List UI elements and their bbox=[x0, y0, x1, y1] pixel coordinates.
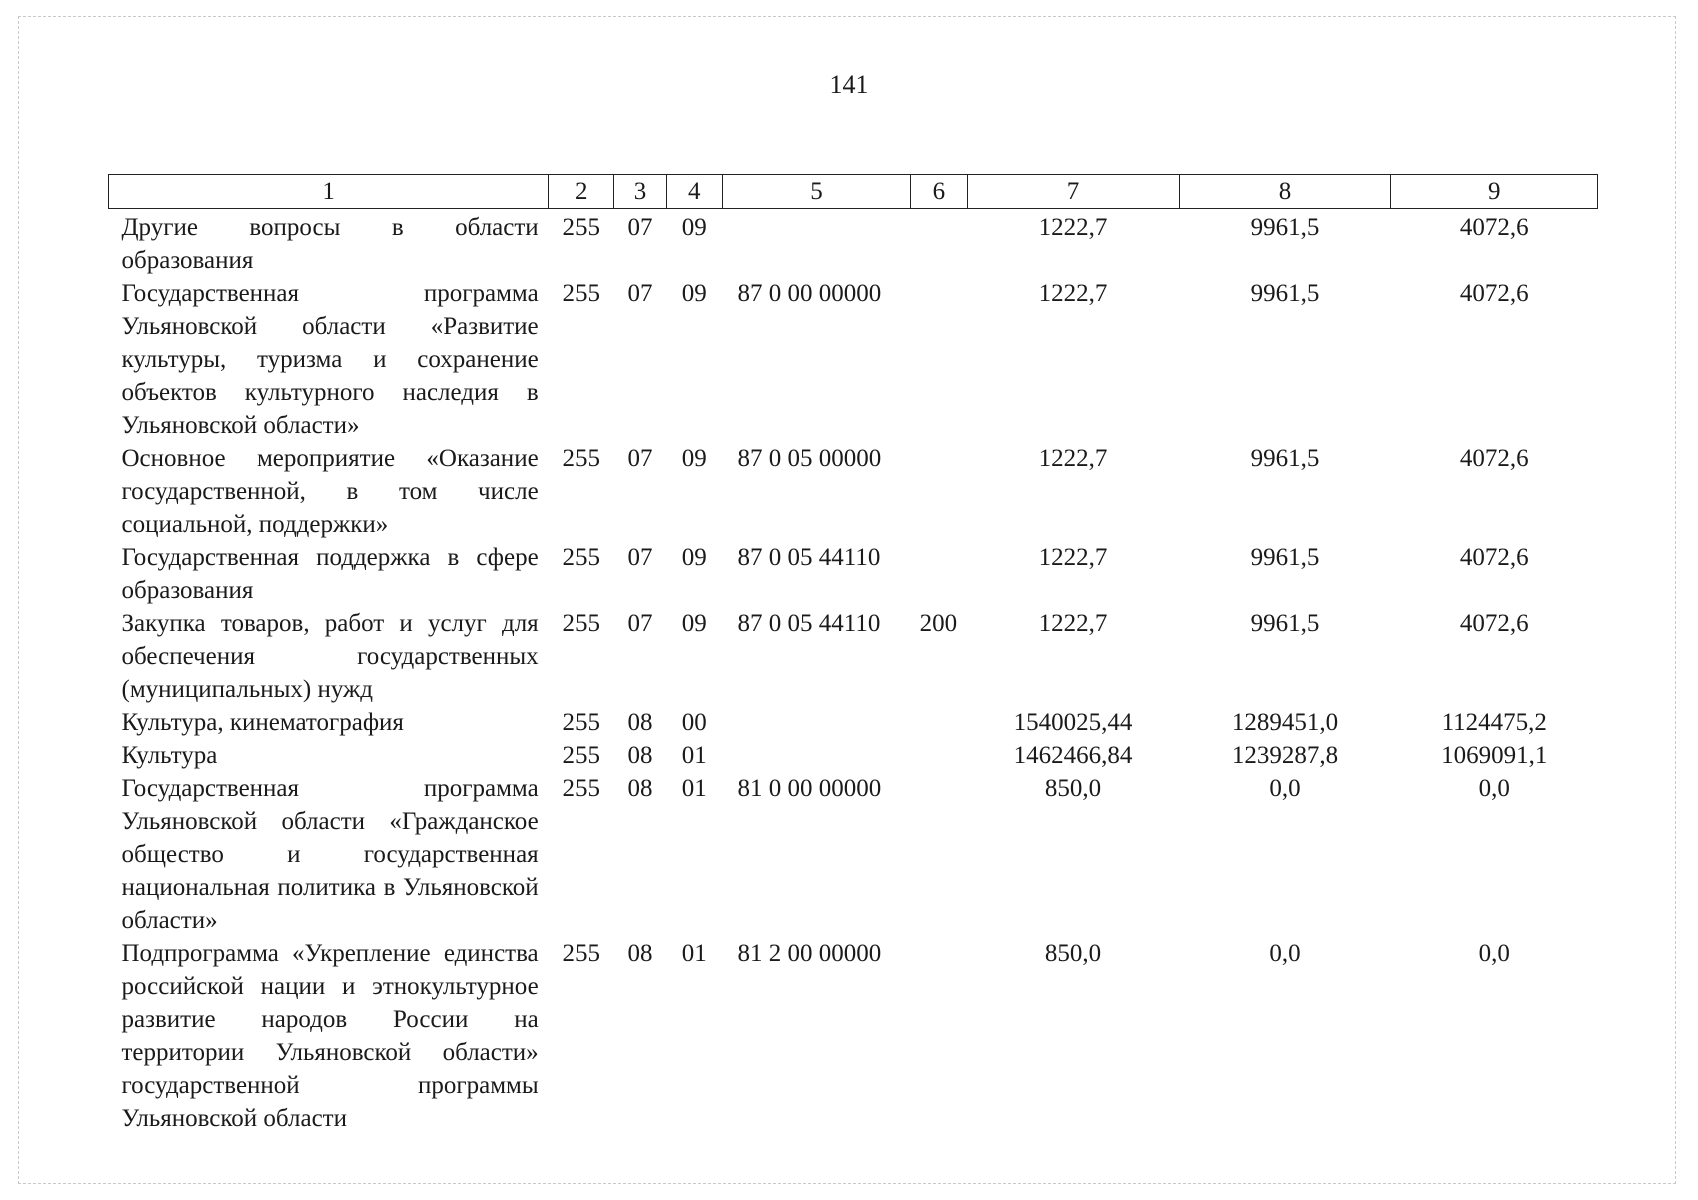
row-amount-9: 4072,6 bbox=[1459, 544, 1529, 571]
row-code-2: 255 bbox=[562, 214, 601, 241]
header-cell-9: 9 bbox=[1391, 175, 1598, 209]
row-code-2: 255 bbox=[562, 940, 601, 967]
row-code-3: 08 bbox=[627, 742, 653, 769]
table-row bbox=[109, 739, 1598, 772]
row-code-6 bbox=[911, 772, 968, 937]
row-code-3: 07 bbox=[627, 280, 653, 307]
row-code-5: 87 0 00 00000 bbox=[737, 280, 882, 307]
row-code-6 bbox=[911, 937, 968, 1135]
row-name: Культура, кинематография bbox=[121, 709, 404, 736]
row-code-3: 07 bbox=[627, 544, 653, 571]
row-code-2: 255 bbox=[562, 775, 601, 802]
row-amount-9: 1069091,1 bbox=[1441, 742, 1548, 769]
row-amount-9: 4072,6 bbox=[1459, 280, 1529, 307]
row-amount-8: 9961,5 bbox=[1250, 445, 1320, 472]
row-amount-9: 1124475,2 bbox=[1441, 709, 1547, 736]
row-code-3: 07 bbox=[627, 214, 653, 241]
header-cell-5: 5 bbox=[723, 175, 911, 209]
row-amount-8: 9961,5 bbox=[1250, 280, 1320, 307]
row-code-2: 255 bbox=[562, 280, 601, 307]
row-code-2: 255 bbox=[562, 445, 601, 472]
row-amount-7: 1462466,84 bbox=[1013, 742, 1133, 769]
row-code-3: 07 bbox=[627, 445, 653, 472]
row-code-4: 09 bbox=[681, 610, 707, 637]
table-row bbox=[109, 607, 1598, 706]
row-amount-7: 1222,7 bbox=[1038, 610, 1108, 637]
row-code-4: 09 bbox=[681, 445, 707, 472]
row-amount-8: 9961,5 bbox=[1250, 214, 1320, 241]
row-code-6 bbox=[911, 209, 968, 278]
row-code-4: 09 bbox=[681, 214, 707, 241]
row-code-2: 255 bbox=[562, 742, 601, 769]
row-code-5 bbox=[723, 209, 911, 278]
header-cell-6: 6 bbox=[911, 175, 968, 209]
table-row bbox=[109, 772, 1598, 937]
header-cell-1: 1 bbox=[109, 175, 549, 209]
row-code-2: 255 bbox=[562, 544, 601, 571]
row-code-5: 81 0 00 00000 bbox=[737, 775, 882, 802]
row-name: Другие вопросы в области образования bbox=[121, 214, 539, 274]
row-amount-7: 1222,7 bbox=[1038, 544, 1108, 571]
row-amount-8: 0,0 bbox=[1269, 775, 1301, 802]
row-amount-9: 4072,6 bbox=[1459, 445, 1529, 472]
row-code-6 bbox=[911, 739, 968, 772]
row-code-5: 87 0 05 44110 bbox=[737, 610, 881, 637]
header-cell-7: 7 bbox=[967, 175, 1179, 209]
row-code-4: 09 bbox=[681, 544, 707, 571]
row-code-6 bbox=[911, 706, 968, 739]
header-cell-4: 4 bbox=[666, 175, 723, 209]
row-name: Культура bbox=[121, 742, 218, 769]
row-amount-7: 850,0 bbox=[1044, 940, 1102, 967]
table-row bbox=[109, 209, 1598, 278]
row-amount-7: 1540025,44 bbox=[1013, 709, 1133, 736]
table-row bbox=[109, 277, 1598, 442]
header-row bbox=[109, 175, 1598, 209]
row-code-2: 255 bbox=[562, 610, 601, 637]
row-code-5 bbox=[723, 706, 911, 739]
page-number: 141 bbox=[829, 70, 869, 99]
row-name: Подпрограмма «Укрепление единства российской нации и этнокультурное развитие народов России на территории Ульяновской области» государственной программы Ульяновской области bbox=[121, 940, 539, 1132]
row-code-4: 01 bbox=[681, 742, 707, 769]
table-row bbox=[109, 442, 1598, 541]
row-code-6 bbox=[911, 541, 968, 607]
row-amount-7: 850,0 bbox=[1044, 775, 1102, 802]
row-amount-7: 1222,7 bbox=[1038, 445, 1108, 472]
row-amount-8: 9961,5 bbox=[1250, 544, 1320, 571]
table-row bbox=[109, 541, 1598, 607]
row-name: Государственная поддержка в сфере образования bbox=[121, 544, 539, 604]
table-row bbox=[109, 937, 1598, 1135]
row-amount-8: 0,0 bbox=[1269, 940, 1301, 967]
header-cell-8: 8 bbox=[1179, 175, 1391, 209]
row-amount-9: 0,0 bbox=[1478, 775, 1510, 802]
row-code-3: 07 bbox=[627, 610, 653, 637]
row-name: Государственная программа Ульяновской области «Гражданское общество и государственная национальная политика в Ульяновской области» bbox=[121, 775, 539, 934]
row-code-3: 08 bbox=[627, 709, 653, 736]
row-amount-8: 9961,5 bbox=[1250, 610, 1320, 637]
row-code-2: 255 bbox=[562, 709, 601, 736]
row-code-5: 87 0 05 44110 bbox=[737, 544, 881, 571]
row-code-6 bbox=[911, 442, 968, 541]
row-amount-9: 4072,6 bbox=[1459, 610, 1529, 637]
row-code-3: 08 bbox=[627, 940, 653, 967]
row-code-4: 09 bbox=[681, 280, 707, 307]
row-code-5 bbox=[723, 739, 911, 772]
row-amount-7: 1222,7 bbox=[1038, 280, 1108, 307]
row-amount-8: 1289451,0 bbox=[1231, 709, 1339, 736]
row-code-5: 81 2 00 00000 bbox=[737, 940, 882, 967]
header-cell-3: 3 bbox=[614, 175, 666, 209]
row-code-5: 87 0 05 00000 bbox=[737, 445, 882, 472]
row-code-6: 200 bbox=[919, 610, 958, 637]
budget-table bbox=[108, 174, 1598, 1135]
row-name: Закупка товаров, работ и услуг для обеспечения государственных (муниципальных) нужд bbox=[121, 610, 539, 703]
row-code-6 bbox=[911, 277, 968, 442]
table-body bbox=[109, 209, 1598, 1136]
row-amount-9: 4072,6 bbox=[1459, 214, 1529, 241]
row-amount-9: 0,0 bbox=[1478, 940, 1510, 967]
row-amount-7: 1222,7 bbox=[1038, 214, 1108, 241]
row-code-3: 08 bbox=[627, 775, 653, 802]
row-name: Государственная программа Ульяновской области «Развитие культуры, туризма и сохранение объектов культурного наследия в Ульяновской области» bbox=[121, 280, 539, 439]
table-row bbox=[109, 706, 1598, 739]
row-code-4: 01 bbox=[681, 775, 707, 802]
row-name: Основное мероприятие «Оказание государственной, в том числе социальной, поддержки» bbox=[121, 445, 539, 538]
header-cell-2: 2 bbox=[549, 175, 614, 209]
row-code-4: 00 bbox=[681, 709, 707, 736]
row-code-4: 01 bbox=[681, 940, 707, 967]
row-amount-8: 1239287,8 bbox=[1231, 742, 1339, 769]
